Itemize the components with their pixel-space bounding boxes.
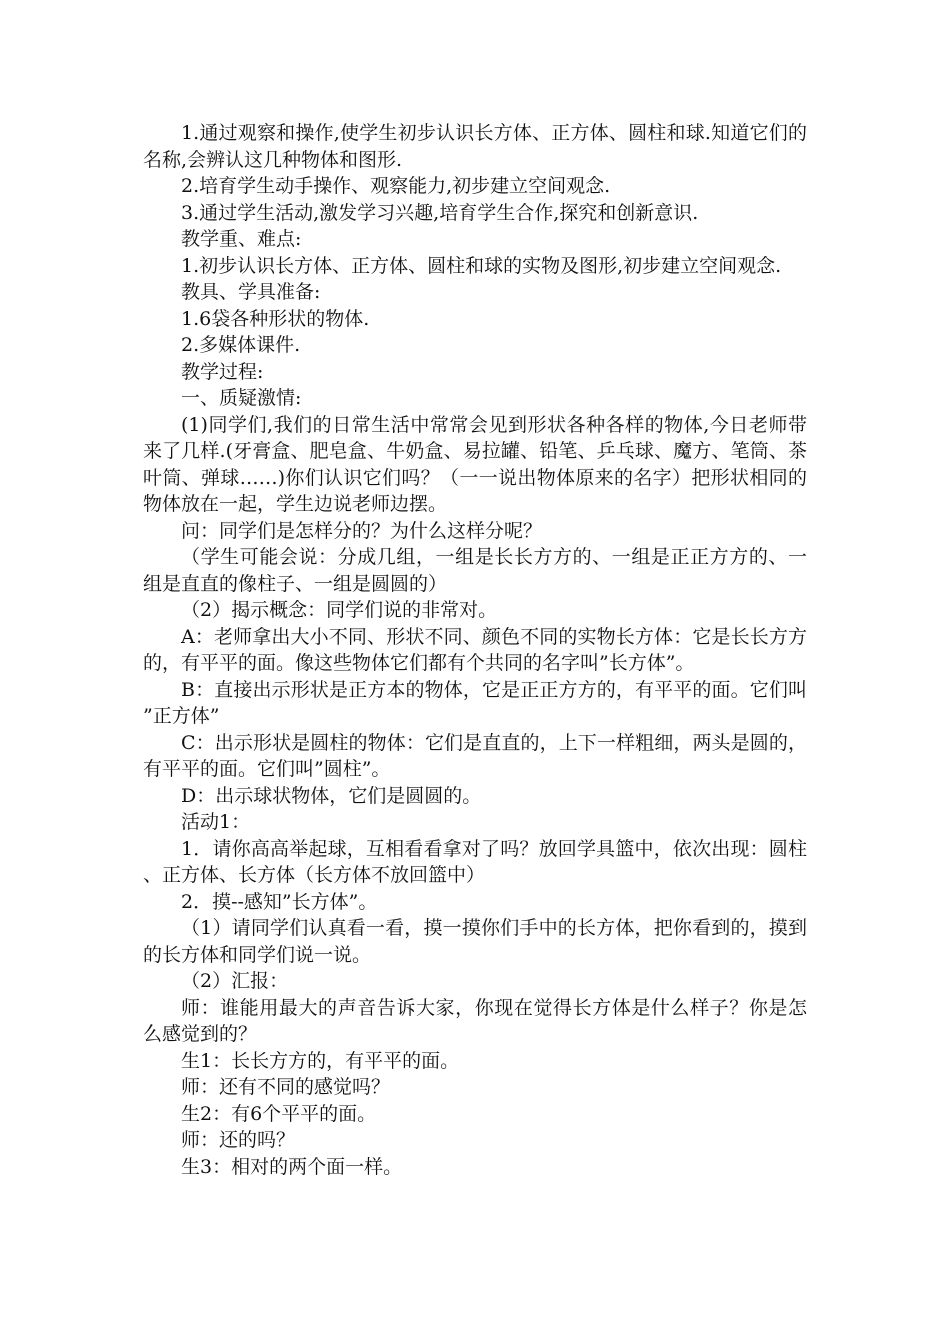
paragraph: 生3：相对的两个面一样。 [181,1155,403,1178]
paragraph: C：出示形状是圆柱的物体：它们是直直的，上下一样粗细，两头是圆的，有平平的面。它们叫”圆柱”。 [143,731,807,780]
paragraph: B：直接出示形状是正方本的物体，它是正正方方的，有平平的面。它们叫”正方体” [143,678,807,727]
paragraph: （学生可能会说：分成几组，一组是长长方方的、一组是正正方方的、一组是直直的像柱子、一组是圆圆的） [143,546,807,595]
paragraph: 师：还的吗？ [181,1129,296,1151]
paragraph: 1.6袋各种形状的物体. [181,307,370,330]
paragraph: （2）汇报： [181,970,289,992]
paragraph: 生2：有6个平平的面。 [181,1102,377,1125]
paragraph: 1.通过观察和操作,使学生初步认识长方体、正方体、圆柱和球.知道它们的名称,会辨认这几种物体和图形. [143,122,807,171]
paragraph: (1)同学们,我们的日常生活中常常会见到形状各种各样的物体,今日老师带来了几样.(牙膏盒、肥皂盒、牛奶盒、易拉罐、铅笔、乒乓球、魔方、笔筒、茶叶筒、弹球……)你们认识它们吗？（一一说出物体原来的名字）把形状相同的物体放在一起，学生边说老师边摆。 [143,413,807,515]
paragraph: 问：同学们是怎样分的？为什么这样分呢？ [181,519,543,542]
paragraph: 2.培育学生动手操作、观察能力,初步建立空间观念. [181,175,611,197]
section-heading: 一、质疑激情: [181,387,302,409]
paragraph: 2.多媒体课件. [181,334,301,356]
paragraph: （1）请同学们认真看一看，摸一摸你们手中的长方体，把你看到的，摸到的长方体和同学们说一说。 [143,917,807,966]
section-heading: 活动1： [181,811,251,833]
paragraph: 师：谁能用最大的声音告诉大家，你现在觉得长方体是什么样子？你是怎么感觉到的？ [143,996,807,1045]
paragraph: A：老师拿出大小不同、形状不同、颜色不同的实物长方体：它是长长方方的，有平平的面。像这些物体它们都有个共同的名字叫”长方体”。 [143,625,807,674]
paragraph: 3.通过学生活动,激发学习兴趣,培育学生合作,探究和创新意识. [181,201,699,224]
paragraph: D：出示球状物体，它们是圆圆的。 [181,784,482,807]
paragraph: 生1：长长方方的，有平平的面。 [181,1049,460,1072]
section-heading: 教学过程: [181,360,264,383]
paragraph: 师：还有不同的感觉吗？ [181,1076,391,1098]
paragraph: （2）揭示概念：同学们说的非常对。 [181,599,498,621]
paragraph: 2．摸--感知”长方体”。 [181,890,378,913]
document-page [143,120,807,1180]
paragraph: 1.初步认识长方体、正方体、圆柱和球的实物及图形,初步建立空间观念. [181,254,782,277]
section-heading: 教学重、难点: [181,228,302,250]
section-heading: 教具、学具准备: [181,281,321,303]
paragraph: 1．请你高高举起球，互相看看拿对了吗？放回学具篮中，依次出现：圆柱、正方体、长方体（长方体不放回篮中） [143,837,807,886]
